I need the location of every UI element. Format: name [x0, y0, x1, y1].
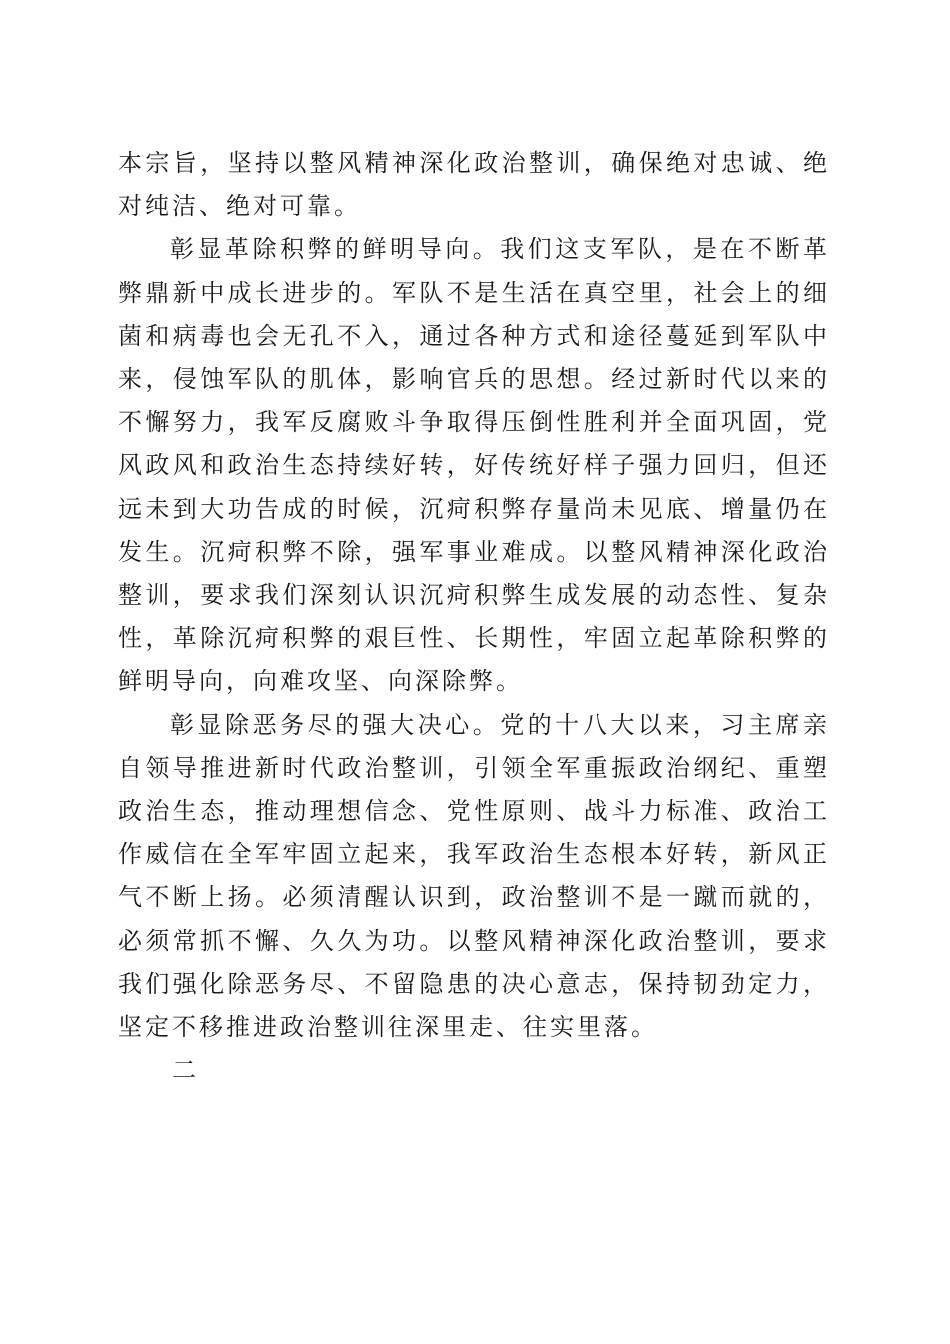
- paragraph-eradicate-evil: 彰显除恶务尽的强大决心。党的十八大以来，习主席亲自领导推进新时代政治整训，引领全军重振政治纲纪、重塑政治生态，推动理想信念、党性原则、战斗力标准、政治工作威信在全军牢固立起来，我军政治生态根本好转，新风正气不断上扬。必须清醒认识到，政治整训不是一蹴而就的，必须常抓不懈、久久为功。以整风精神深化政治整训，要求我们强化除恶务尽、不留隐患的决心意志，保持韧劲定力，坚定不移推进政治整训往深里走、往实里落。: [118, 710, 830, 1042]
- section-number-heading: 二: [172, 1056, 199, 1085]
- document-body: [118, 142, 830, 1092]
- paragraph-remove-abuses: 彰显革除积弊的鲜明导向。我们这支军队，是在不断革弊鼎新中成长进步的。军队不是生活在真空里，社会上的细菌和病毒也会无孔不入，通过各种方式和途径蔓延到军队中来，侵蚀军队的肌体，影响官兵的思想。经过新时代以来的不懈努力，我军反腐败斗争取得压倒性胜利并全面巩固，党风政风和政治生态持续好转，好传统好样子强力回归，但还远未到大功告成的时候，沉疴积弊存量尚未见底、增量仍在发生。沉疴积弊不除，强军事业难成。以整风精神深化政治整训，要求我们深刻认识沉疴积弊生成发展的动态性、复杂性，革除沉疴积弊的艰巨性、长期性，牢固立起革除积弊的鲜明导向，向难攻坚、向深除弊。: [118, 235, 830, 696]
- paragraph-continuation: 本宗旨，坚持以整风精神深化政治整训，确保绝对忠诚、绝对纯洁、绝对可靠。: [118, 149, 830, 221]
